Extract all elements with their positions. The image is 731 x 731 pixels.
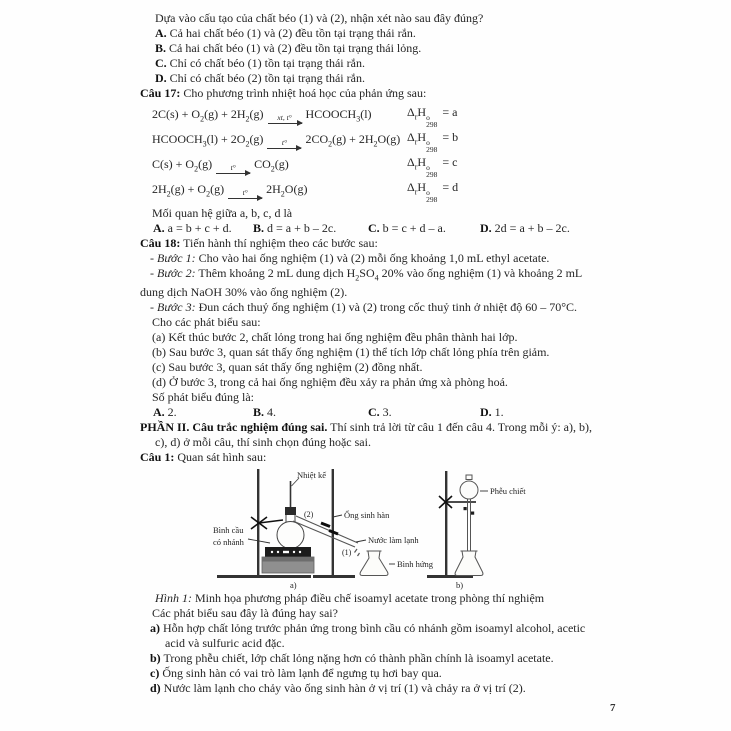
delta-h-supersub: o 298 — [426, 138, 438, 154]
q17-equations — [140, 101, 614, 206]
q16-stem: Dựa vào cấu tạo của chất béo (1) và (2), nhận xét nào sau đây đúng? — [155, 11, 484, 25]
flask-label-line1: Bình cầu — [213, 525, 244, 536]
q18-option-c: C. 3. — [368, 405, 392, 420]
q18-statement-a: (a) Kết thúc bước 2, chất lỏng trong hai ống nghiệm đều phân thành hai lớp. — [152, 330, 518, 345]
q18-intro: Tiến hành thí nghiệm theo các bước sau: — [183, 236, 378, 250]
question-number: Câu 17: — [140, 86, 181, 100]
equation-lhs: $2H_2(g) + O_2(g)$ — [152, 181, 225, 199]
sub-figure-a-label: a) — [290, 580, 297, 591]
q1-statement-d: d) Nước làm lạnh cho chảy vào ống sinh hàn ở vị trí (1) và chảy ra ở vị trí (2). — [150, 681, 526, 696]
q17-option-a: A. a = b + c + d. — [153, 221, 232, 235]
reaction-condition: t° — [230, 162, 236, 172]
equation-lhs: $2C(s) + O_2(g) + 2H_2(g)$ — [152, 106, 264, 124]
pos2-label: (2) — [304, 510, 314, 520]
option-text: Chỉ có chất béo (1) tồn tại trạng thái rắn. — [169, 56, 365, 70]
q18-statements-intro: Cho các phát biểu sau: — [152, 315, 261, 330]
q18-step-2-wrap: dung dịch NaOH 30% vào ống nghiệm (2). — [140, 285, 348, 300]
q18-step-2: - Bước 2: Thêm khoảng 2 mL dung dịch $H_2SO_4$ 20% vào ống nghiệm (1) và khoảng 2 mL — [150, 266, 583, 283]
equation-row-1: $2C(s) + O_2(g) + 2H_2(g)$ xt, t° $HCOOCH_3(l)$ $\Delta_rH$ o 298 = a — [152, 105, 458, 129]
sub-figure-b-label: b) — [456, 580, 464, 591]
equation-lhs: $C(s) + O_2(g)$ — [152, 156, 213, 174]
flask-label-line2: có nhánh — [213, 537, 244, 548]
figure-labels-left — [213, 470, 434, 590]
reaction-condition: xt, t° — [277, 112, 292, 122]
equation-result: d — [452, 180, 459, 194]
figure-caption: Hình 1: Minh họa phương pháp điều chế isoamyl acetate trong phòng thí nghiệm — [155, 591, 545, 606]
q18-heading — [140, 236, 614, 251]
q18-option-b: B. 4. — [253, 405, 277, 420]
figure-caption-label: Hình 1: — [155, 591, 192, 606]
question-number: Câu 18: — [140, 236, 181, 250]
option-letter: B. — [155, 41, 167, 55]
figure-apparatus — [205, 465, 607, 591]
delta-h-supersub: o 298 — [426, 163, 438, 179]
q18-statement-c: (c) Sau bước 3, quan sát thấy ống nghiệm (2) đồng nhất. — [152, 360, 423, 375]
q17-option-c: C. b = c + d – a. — [368, 221, 446, 235]
reaction-condition: t° — [281, 137, 287, 147]
q18-step-1: - Bước 1: Cho vào hai ống nghiệm (1) và (2) mỗi ống khoảng 1,0 mL ethyl acetate. — [150, 251, 550, 265]
equation-rhs: $CO_2(g)$ — [254, 156, 289, 174]
q17-option-d: D. 2d = a + b – 2c. — [480, 221, 570, 235]
part2-heading-line1: PHẦN II. Câu trắc nghiệm đúng sai. Thí sinh trả lời từ câu 1 đến câu 4. Trong mỗi ý: a), b), — [140, 420, 592, 435]
equation-row-3: $C(s) + O_2(g)$ t° $CO_2(g)$ $\Delta_rH$ o 298 = c — [152, 155, 458, 179]
q18-statement-d: (d) Ở bước 3, trong cả hai ống nghiệm đều xảy ra phản ứng xà phòng hoá. — [152, 375, 508, 390]
option-text: Chỉ có chất béo (2) tồn tại trạng thái rắn. — [169, 71, 365, 85]
delta-h-supersub: o 298 — [426, 113, 438, 129]
hot-plate-icon — [262, 547, 314, 573]
q18-option-a: A. 2. — [153, 405, 177, 420]
equation-result: a — [452, 105, 458, 119]
reaction-arrow-icon — [267, 139, 301, 150]
equation-result: c — [452, 155, 458, 169]
q18-step-3: - Bước 3: Đun cách thuỷ ống nghiệm (1) và (2) trong cốc thuỷ tinh ở nhiệt độ 60 – 70°C. — [150, 300, 578, 315]
reaction-condition: t° — [242, 187, 248, 197]
condenser-label: Ống sinh hàn — [344, 510, 390, 521]
option-letter: D. — [155, 71, 167, 85]
equation-rhs: $HCOOCH_3(l)$ — [305, 106, 372, 124]
option-letter: C. — [155, 56, 167, 70]
separating-funnel-icon — [460, 475, 478, 557]
q16-option-c — [140, 56, 614, 71]
option-text: Cả hai chất béo (1) và (2) đều tồn tại trạng thái rắn. — [169, 26, 416, 40]
reaction-arrow-icon — [216, 164, 250, 175]
option-text: Cả hai chất béo (1) và (2) đều tồn tại trạng thái lỏng. — [169, 41, 422, 55]
thermometer-icon — [285, 478, 299, 515]
equation-lhs: $HCOOCH_3(l) + 2O_2(g)$ — [152, 131, 264, 149]
q17-options-row — [140, 221, 614, 236]
q1-statement-b: b) Trong phễu chiết, lớp chất lỏng nặng hơn có thành phần chính là isoamyl acetate. — [150, 651, 554, 666]
q1-statement-a: a) Hỗn hợp chất lỏng trước phản ứng trong bình cầu có nhánh gồm isoamyl alcohol, acetic — [150, 621, 586, 636]
part2-heading-line2: c), d) ở mỗi câu, thí sinh chọn đúng hoặc sai. — [155, 435, 371, 450]
question-number: Câu 1: — [140, 450, 175, 465]
page-content — [140, 11, 614, 696]
reaction-arrow-icon — [268, 114, 302, 125]
q18-count-question: Số phát biểu đúng là: — [152, 390, 254, 405]
equation-row-4: $2H_2(g) + O_2(g)$ t° $2H_2O(g)$ $\Delta_rH$ o 298 = d — [152, 180, 459, 204]
q16-option-a — [140, 26, 614, 41]
q18-options-row — [140, 405, 614, 420]
equation-result: b — [452, 130, 459, 144]
clamp-icon — [251, 517, 283, 529]
q18-option-d: D. 1. — [480, 405, 504, 420]
reaction-arrow-icon — [228, 189, 262, 200]
cooling-water-label: Nước làm lạnh — [368, 535, 419, 546]
pos1-label: (1) — [342, 548, 352, 558]
q1-heading — [140, 450, 614, 465]
q17-option-b: B. d = a + b – 2c. — [253, 221, 337, 235]
sep-funnel-label: Phễu chiết — [490, 486, 526, 497]
q1-statement-c: c) Ống sinh hàn có vai trò làm lạnh để ngưng tụ hơi bay qua. — [150, 666, 442, 681]
q17-relation: Mối quan hệ giữa a, b, c, d là — [152, 206, 293, 220]
delta-h-supersub: o 298 — [426, 188, 438, 204]
equation-rhs: $2H_2O(g)$ — [266, 181, 308, 199]
receiver-label: Bình hứng — [397, 559, 434, 570]
q1-statement-a-wrap: acid và sulfuric acid đặc. — [165, 636, 285, 651]
page-number: 7 — [610, 702, 616, 714]
q17-heading — [140, 86, 614, 101]
delta-h-symbol: $\Delta_rH$ — [407, 105, 427, 122]
thermometer-label: Nhiệt kế — [297, 470, 327, 481]
q17-intro: Cho phương trình nhiệt hoá học của phản ứng sau: — [183, 86, 427, 100]
equation-rhs: $2CO_2(g) + 2H_2O(g)$ — [305, 131, 401, 149]
delta-h-symbol: $\Delta_rH$ — [407, 180, 427, 197]
receiving-flask-icon — [360, 551, 388, 576]
delta-h-symbol: $\Delta_rH$ — [407, 155, 427, 172]
apparatus-diagram — [205, 465, 607, 591]
q16-option-d — [140, 71, 614, 86]
delta-h-symbol: $\Delta_rH$ — [407, 130, 427, 147]
equation-row-2: $HCOOCH_3(l) + 2O_2(g)$ t° $2CO_2(g) + 2H_2O(g)$ $\Delta_rH$ o 298 = b — [152, 130, 459, 154]
option-letter: A. — [155, 26, 167, 40]
q16-option-b — [140, 41, 614, 56]
erlenmeyer-flask-icon — [455, 551, 483, 576]
q18-statement-b: (b) Sau bước 3, quan sát thấy ống nghiệm (1) thể tích lớp chất lỏng phía trên giảm. — [152, 345, 550, 360]
q1-question: Các phát biểu sau đây là đúng hay sai? — [152, 606, 338, 621]
q1-intro: Quan sát hình sau: — [177, 450, 267, 465]
